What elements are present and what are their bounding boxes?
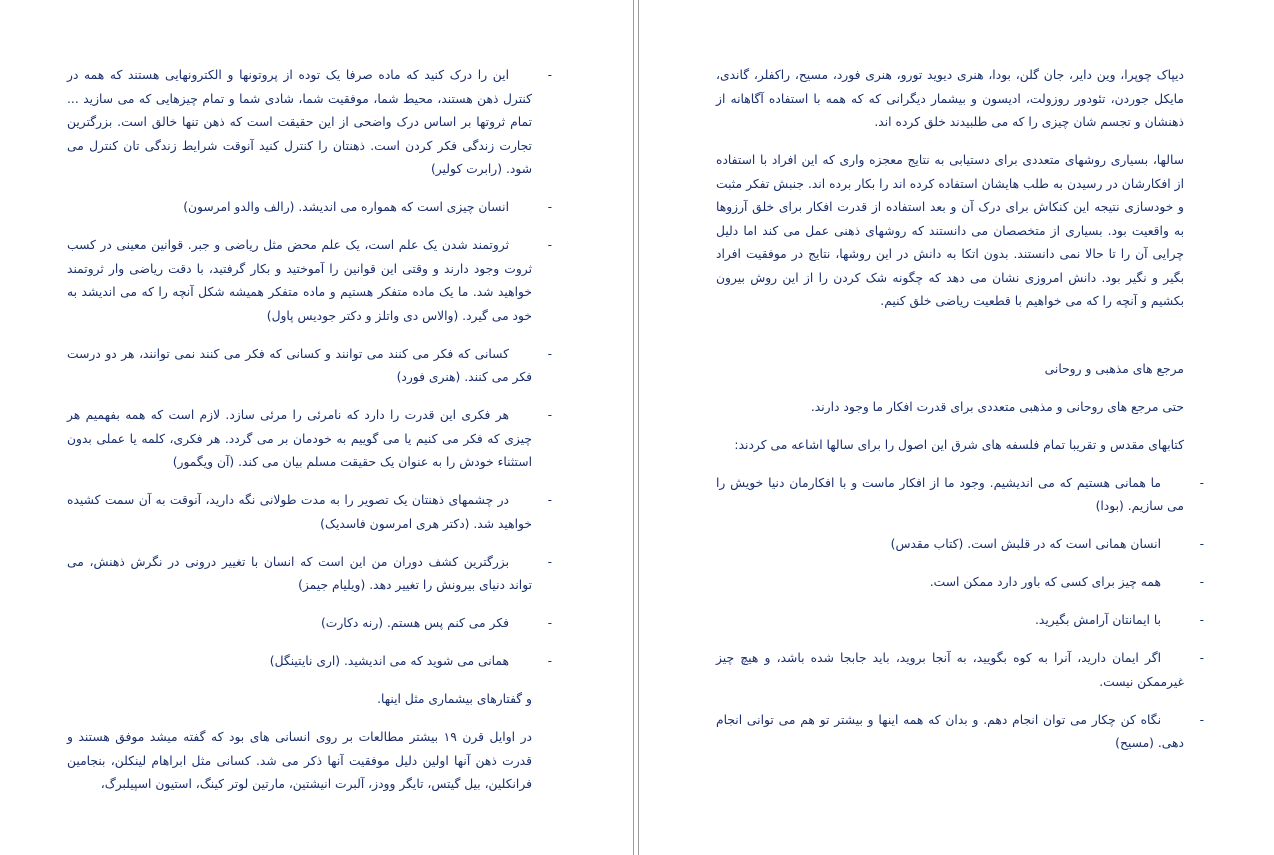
bullet-marker: -: [547, 68, 552, 82]
bullet-marker: -: [547, 238, 552, 252]
page-edge-line: [638, 0, 639, 855]
left-page: [0, 0, 632, 855]
intro-paragraph: حتی مرجع های روحانی و مذهبی متعددی برای قدرت افکار ما وجود دارند.: [810, 399, 1184, 414]
list-item: [67, 64, 552, 182]
bullet-marker: -: [1199, 712, 1204, 727]
bullet-marker: -: [1199, 537, 1204, 551]
quote-text: ما همانی هستیم که می اندیشیم. وجود ما از افکار ماست و با افکارمان دنیا خویش را می سازیم. (بودا): [716, 475, 1184, 513]
bullet-marker: -: [547, 200, 552, 214]
quotes-list: [67, 64, 552, 674]
books-paragraph: کتابهای مقدس و تقریبا تمام فلسفه های شرق این اصول را برای سالها اشاعه می کردند:: [734, 437, 1184, 452]
quote-text: در چشمهای ذهنتان یک تصویر را به مدت طولانی نگه دارید، آنوقت به آن سمت کشیده خواهید شد. (دکتر هری امرسون فاسدیک): [67, 493, 532, 531]
bullet-marker: -: [547, 654, 552, 668]
section-heading: مرجع های مذهبی و روحانی: [1044, 361, 1184, 376]
quote-text: با ایمانتان آرامش بگیرید.: [1034, 613, 1161, 627]
bullet-marker: -: [547, 346, 552, 361]
list-item: [67, 612, 552, 636]
bullet-marker: -: [1199, 613, 1204, 627]
right-page: [641, 0, 1274, 855]
list-item: [716, 533, 1204, 557]
right-page-text-column: [716, 64, 1204, 770]
methods-paragraph: سالها، بسیاری روشهای متعددی برای دستیابی به نتایج معجزه واری که این افراد با استفاده از افکارشان در رسیدن به طلب هایشان استفاده کرده اند را بکار برده اند. جنبش تفکر مثبت و خودسازی نتیجه این کنکاش برای درک آن و بعد استفاده از قدرت افکار برای خلق آرزوها به واقعیت بود. بسیاری از متخصصان می دانستند که روشهای ذهنی عمل می کند اما دلیل چرایی آن را تا حالا نمی دانستند. بدون اتکا به دانش در این روشها، نتایج در موفقیت افراد بگیر و نگیر بود. دانش امروزی نشان می دهد که چگونه شک کردن را از این روش بیرون بکشیم و آنچه را که می خواهیم با قطعیت ریاضی خلق کنیم.: [716, 153, 1184, 308]
page-edge-line: [633, 0, 634, 855]
quote-text: هر فکری این قدرت را دارد که نامرئی را مرئی سازد. لازم است که همه بفهمیم هر چیزی که فکر می کنیم یا می گوییم به خودمان بر می گردد. هر فکری، کلمه یا عملی بدون استثناء خودش را به عنوان یک حقیقت مسلم بیان می کند. (آن ویگمور): [67, 408, 532, 469]
list-item: [716, 647, 1204, 694]
quote-text: اگر ایمان دارید، آنرا به کوه بگویید، به آنجا بروید، باید جابجا شده باشد، و هیچ چیز غیرممکن نیست.: [716, 651, 1184, 689]
list-item: [716, 472, 1204, 519]
quote-text: بزرگترین کشف دوران من این است که انسان با تغییر درونی در نگرش ذهنش، می تواند دنیای بیرونش را تغییر دهد. (ویلیام جیمز): [67, 554, 532, 592]
list-item: [67, 489, 552, 536]
list-item: [67, 404, 552, 475]
list-item: [67, 650, 552, 674]
quote-text: کسانی که فکر می کنند می توانند و کسانی که فکر می کنند نمی توانند، هر دو درست فکر می کنند. (هنری فورد): [67, 346, 532, 384]
closing-paragraph: و گفتارهای بیشماری مثل اینها.: [377, 692, 532, 706]
list-item: [67, 551, 552, 598]
quote-text: فکر می کنم پس هستم. (رنه دکارت): [321, 616, 509, 630]
page-divider: [632, 0, 641, 855]
bullet-marker: -: [547, 616, 552, 630]
quote-text: انسان چیزی است که همواره می اندیشد. (رالف والدو امرسون): [183, 200, 509, 214]
quote-text: همانی می شوید که می اندیشید. (اری نایتینگل): [269, 654, 509, 668]
list-item: [716, 709, 1204, 756]
quote-text: انسان همانی است که در قلبش است. (کتاب مقدس): [890, 537, 1161, 551]
bullet-marker: -: [547, 493, 552, 507]
list-item: [67, 343, 552, 390]
list-item: [67, 234, 552, 328]
list-item: [716, 571, 1204, 595]
quote-text: نگاه کن چکار می توان انجام دهم. و بدان که همه اینها و بیشتر تو هم می توانی انجام دهی. (مسیح): [716, 712, 1184, 750]
quote-text: همه چیز برای کسی که باور دارد ممکن است.: [929, 575, 1161, 589]
quote-text: ثروتمند شدن یک علم است، یک علم محض مثل ریاضی و جبر. قوانین معینی در کسب ثروت وجود دارند و وقتی این قوانین را آموختید و بکار گرفتید، با دقت ریاضی وار ثروتمند خواهید شد. ما یک ماده متفکر هستیم و ماده متفکر همیشه شکل آنچه را که می اندیشد به خود می گیرد. (والاس دی واتلز و دکتر جودیس پاول): [67, 238, 532, 323]
bullet-marker: -: [1199, 475, 1204, 490]
bullet-marker: -: [547, 408, 552, 422]
list-item: [67, 196, 552, 220]
names-paragraph: دیپاک چوپرا، وین دایر، جان گلن، بودا، هنری دیوید تورو، هنری فورد، مسیح، راکفلر، گاندی، مایکل جوردن، تئودور روزولت، ادیسون و بیشمار دیگرانی که که همه با استفاده آگاهانه از ذهنشان و تجسم شان چیزی را که می طلبیدند خلق کرده اند.: [716, 68, 1184, 129]
history-paragraph: در اوایل قرن ۱۹ بیشتر مطالعات بر روی انسانی های بود که گفته میشد موفق هستند و قدرت ذهن آنها اولین دلیل موفقیت آنها ذکر می شد. کسانی مثل ابراهام لینکلن، بنجامین فرانکلین، بیل گیتس، تایگر وودز، آلبرت انیشتین، مارتین لوتر کینگ، استیون اسپیلبرگ،: [67, 730, 532, 791]
religious-quotes-list: [716, 472, 1204, 756]
list-item: [716, 609, 1204, 633]
bullet-marker: -: [547, 554, 552, 569]
bullet-marker: -: [1199, 651, 1204, 665]
bullet-marker: -: [1199, 575, 1204, 589]
quote-text: این را درک کنید که ماده صرفا یک توده از پروتونها و الکترونهایی هستند که همه در کنترل ذهن هستند، محیط شما، موفقیت شما، شادی شما و تمام چیزهایی که می سازید ... تمام ثروتها بر اساس درک واضحی از این حقیقت است که ذهن تنها خالق است. بزرگترین تجارت زندگی فکر کردن است. ذهنتان را کنترل کنید آنوقت شرایط زندگی تان کنترل می شود. (رابرت کولیر): [67, 68, 532, 176]
left-page-text-column: [67, 64, 552, 811]
